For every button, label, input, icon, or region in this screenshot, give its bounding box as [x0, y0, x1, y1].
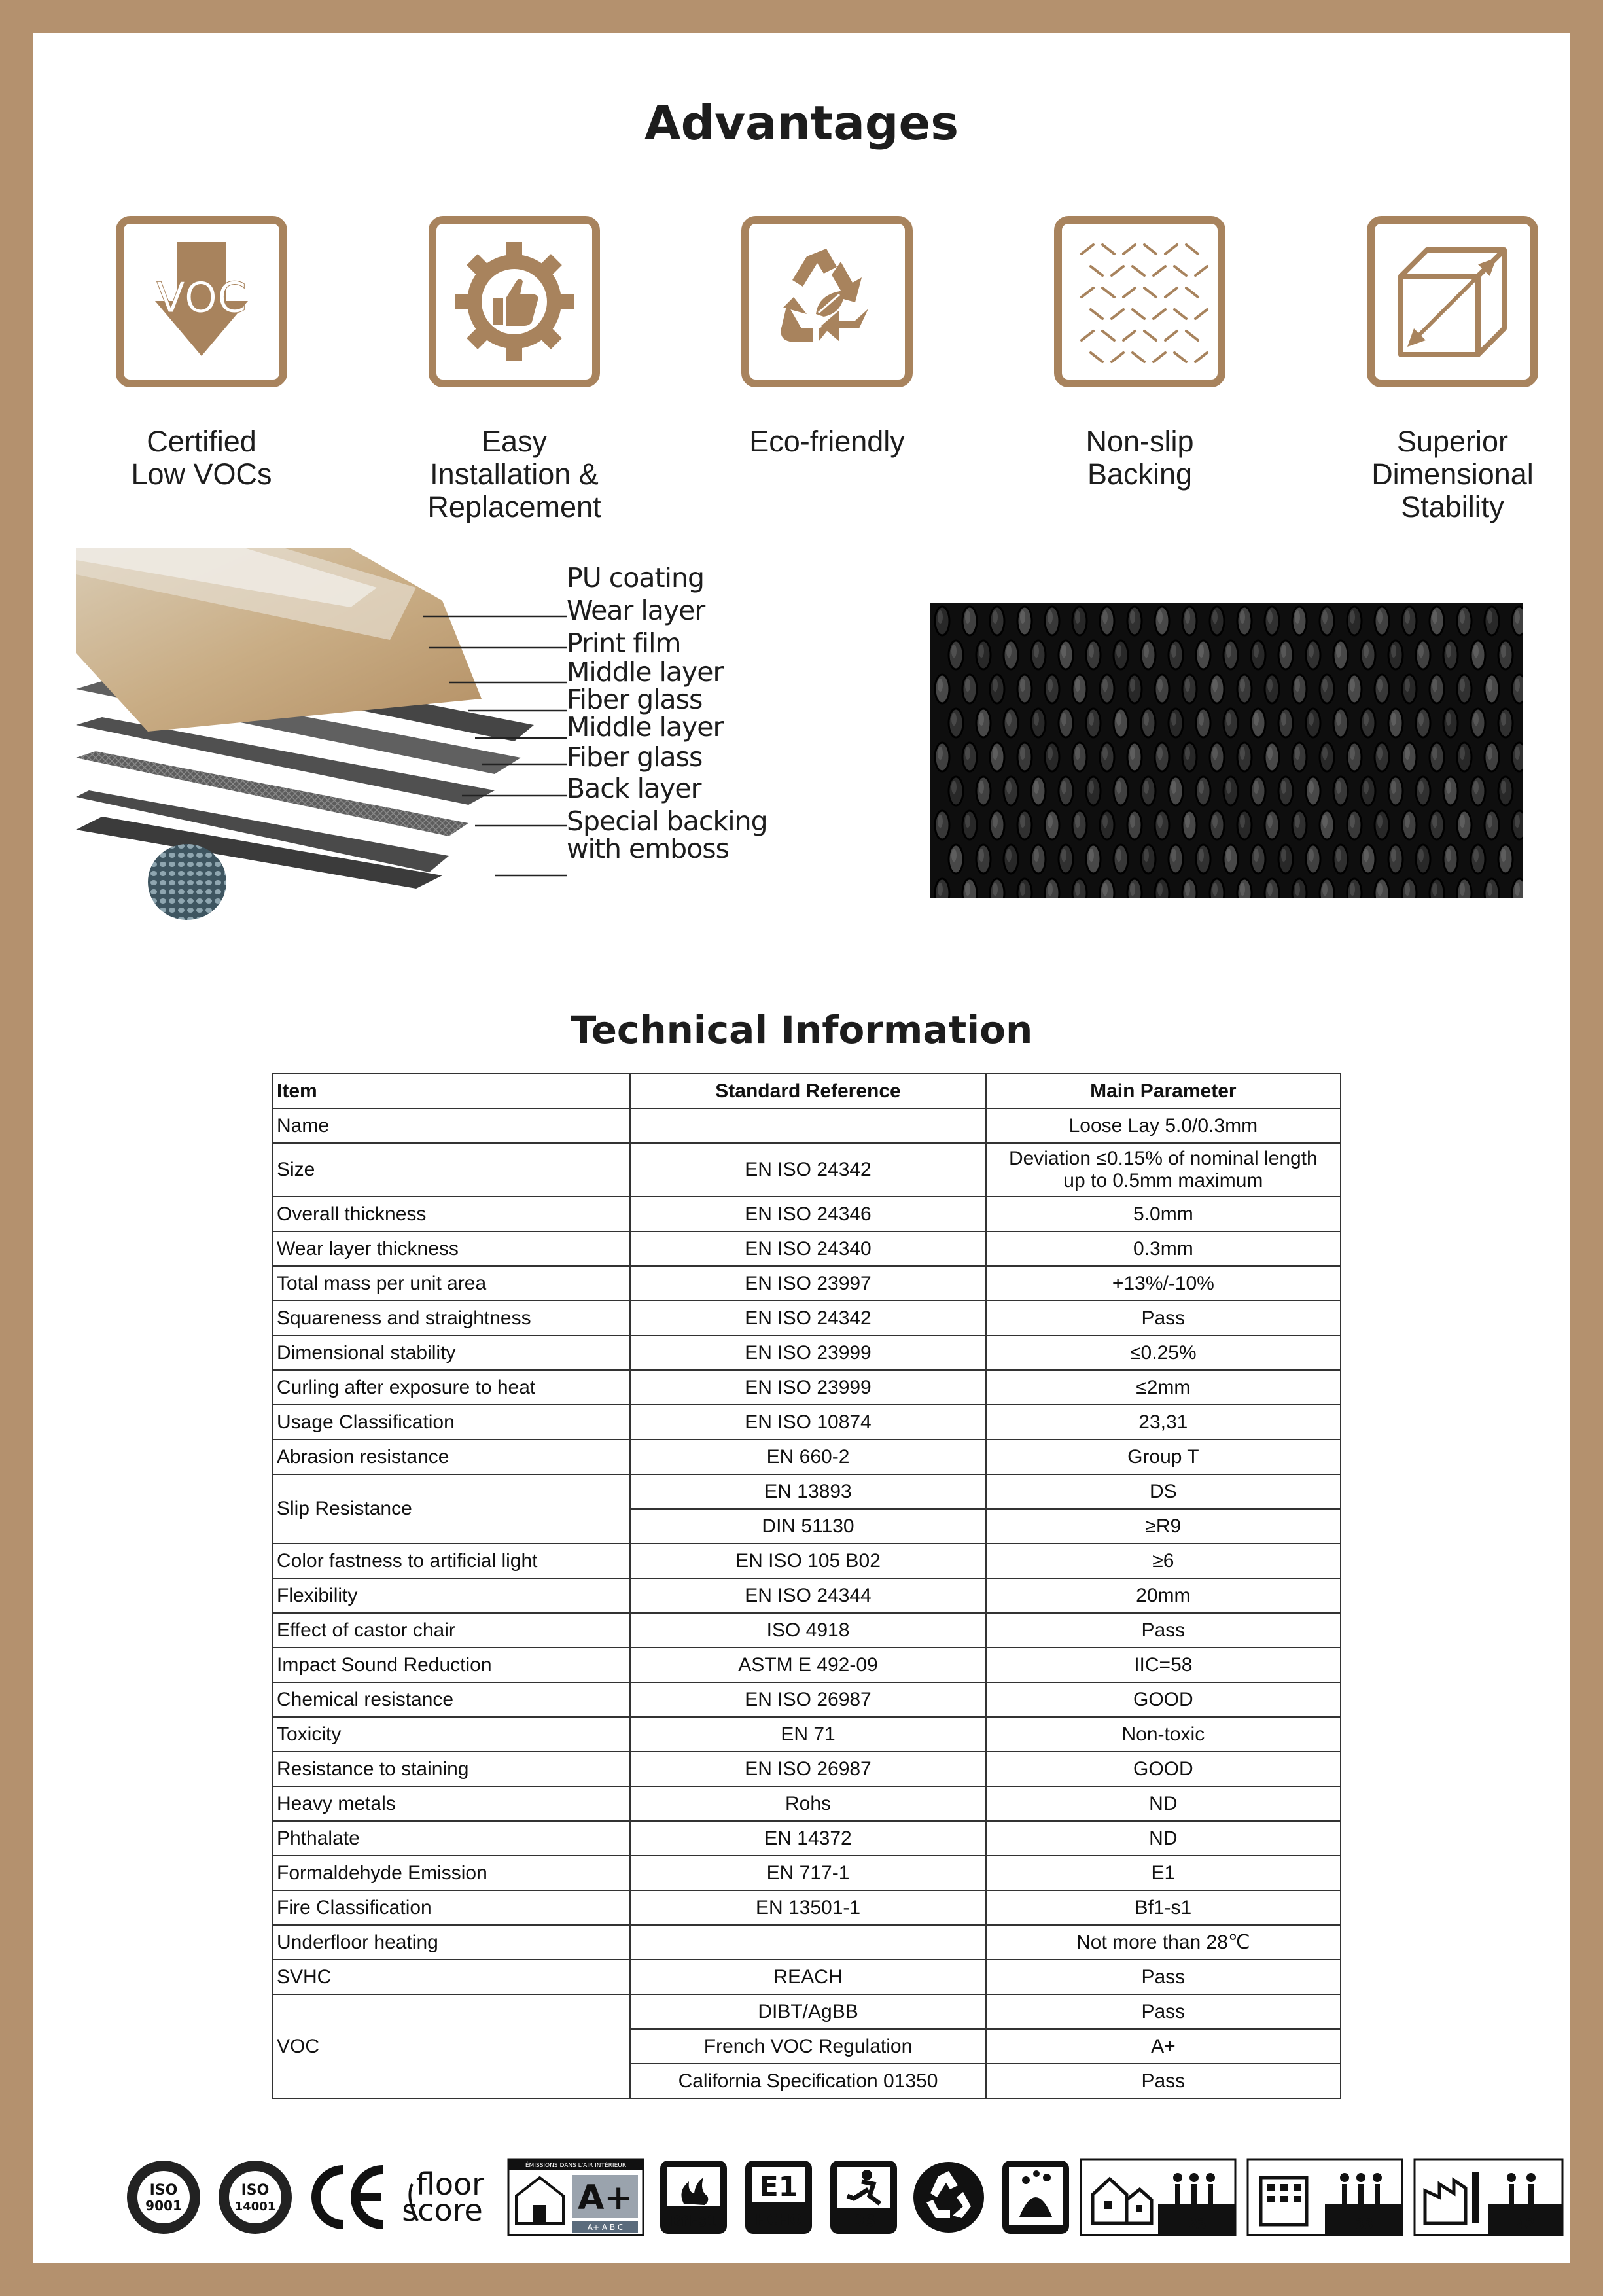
technical-table	[272, 1073, 1341, 2099]
parameter-cell: Pass	[986, 2064, 1341, 2098]
standard-cell: EN ISO 23997	[630, 1266, 985, 1301]
standard-cell: Rohs	[630, 1786, 985, 1821]
item-cell: Usage Classification	[272, 1405, 630, 1439]
svg-text:42: 42	[1517, 2216, 1535, 2232]
column-header-standard: Standard Reference	[630, 1074, 985, 1108]
table-row	[272, 1682, 1341, 1717]
standard-cell: French VOC Regulation	[630, 2029, 985, 2064]
svg-text:9001: 9001	[145, 2198, 182, 2214]
standard-cell: EN 14372	[630, 1821, 985, 1856]
usage-class-33-icon	[1246, 2158, 1403, 2236]
standard-cell: ISO 4918	[630, 1613, 985, 1648]
parameter-cell: IIC=58	[986, 1648, 1341, 1682]
table-row	[272, 1578, 1341, 1613]
table-row	[272, 1197, 1341, 1231]
table-row	[272, 1231, 1341, 1266]
item-cell: Underfloor heating	[272, 1925, 630, 1960]
item-cell: Impact Sound Reduction	[272, 1648, 630, 1682]
advantage-dimensional-stability	[1299, 182, 1603, 523]
svg-text:14001: 14001	[234, 2200, 276, 2214]
advantage-eco-friendly	[673, 182, 981, 458]
parameter-cell: Group T	[986, 1439, 1341, 1474]
parameter-cell: Pass	[986, 1960, 1341, 1994]
advantage-low-voc	[48, 182, 355, 491]
svg-text:DS: DS	[851, 2212, 876, 2230]
standard-cell: ASTM E 492-09	[630, 1648, 985, 1682]
usage-class-23-icon	[1080, 2158, 1237, 2236]
voc-arrow-icon	[116, 216, 287, 387]
column-header-parameter: Main Parameter	[986, 1074, 1341, 1108]
standard-cell: EN 660-2	[630, 1439, 985, 1474]
item-cell: Color fastness to artificial light	[272, 1544, 630, 1578]
french-voc-label-icon	[507, 2158, 644, 2236]
spec-sheet	[33, 33, 1570, 2263]
standard-cell: EN ISO 23999	[630, 1370, 985, 1405]
svg-text:E1: E1	[760, 2170, 798, 2202]
standard-cell: EN 13501-1	[630, 1890, 985, 1925]
table-row	[272, 1439, 1341, 1474]
standard-cell: EN ISO 24342	[630, 1143, 985, 1197]
parameter-cell: DS	[986, 1474, 1341, 1509]
table-row	[272, 1925, 1341, 1960]
emboss-backing-image	[930, 603, 1523, 898]
svg-text:score: score	[402, 2193, 483, 2228]
table-row	[272, 1717, 1341, 1752]
svg-text:23: 23	[1188, 2216, 1207, 2232]
advantage-label: Certified Low VOCs	[131, 425, 272, 491]
parameter-cell: Deviation ≤0.15% of nominal length up to 0.5mm maximum	[986, 1143, 1341, 1197]
layer-label: PU coating	[567, 562, 704, 593]
standard-cell: EN 717-1	[630, 1856, 985, 1890]
parameter-cell: ≥R9	[986, 1509, 1341, 1544]
table-row	[272, 1786, 1341, 1821]
table-row	[272, 1960, 1341, 1994]
standard-cell: EN ISO 24340	[630, 1231, 985, 1266]
svg-text:Bfl-s1: Bfl-s1	[670, 2214, 717, 2230]
svg-text:ÉMISSIONS DANS L'AIR INTÉRIEUR: ÉMISSIONS DANS L'AIR INTÉRIEUR	[525, 2163, 627, 2169]
item-cell: SVHC	[272, 1960, 630, 1994]
recycle-icon	[909, 2158, 988, 2236]
layer-label: Special backing	[567, 805, 767, 837]
advantage-label: Easy Installation & Replacement	[427, 425, 601, 523]
svg-text:33: 33	[1355, 2216, 1373, 2232]
item-cell: Heavy metals	[272, 1786, 630, 1821]
non-slip-pattern-icon	[1054, 216, 1225, 387]
parameter-cell: E1	[986, 1856, 1341, 1890]
svg-text:ISO: ISO	[149, 2182, 178, 2199]
table-row	[272, 1752, 1341, 1786]
svg-text:A+: A+	[578, 2178, 633, 2217]
item-cell: Curling after exposure to heat	[272, 1370, 630, 1405]
iso-9001-icon	[124, 2158, 203, 2236]
table-row	[272, 1266, 1341, 1301]
table-header-row	[272, 1074, 1341, 1108]
layer-label: with emboss	[567, 833, 730, 864]
table-row	[272, 1335, 1341, 1370]
standard-cell: EN ISO 24342	[630, 1301, 985, 1335]
floorscore-icon	[399, 2158, 497, 2236]
item-cell: Total mass per unit area	[272, 1266, 630, 1301]
standard-cell: EN ISO 23999	[630, 1335, 985, 1370]
table-row	[272, 1108, 1341, 1143]
advantage-label: Non-slip Backing	[1085, 425, 1194, 491]
svg-text:A+ A B C: A+ A B C	[587, 2223, 624, 2232]
parameter-cell: GOOD	[986, 1682, 1341, 1717]
item-cell: Name	[272, 1108, 630, 1143]
waterproof-icon	[1000, 2158, 1072, 2236]
table-row	[272, 1648, 1341, 1682]
standard-cell: DIBT/AgBB	[630, 1994, 985, 2029]
item-cell: Formaldehyde Emission	[272, 1856, 630, 1890]
recycle-leaf-icon	[741, 216, 913, 387]
parameter-cell: ND	[986, 1786, 1341, 1821]
technical-information-title: Technical Information	[570, 1008, 1033, 1052]
parameter-cell: +13%/-10%	[986, 1266, 1341, 1301]
standard-cell: EN ISO 24346	[630, 1197, 985, 1231]
standard-cell	[630, 1925, 985, 1960]
svg-text:HCHO: HCHO	[755, 2212, 802, 2229]
item-cell: Slip Resistance	[272, 1474, 630, 1544]
item-cell: VOC	[272, 1994, 630, 2098]
table-row	[272, 1405, 1341, 1439]
item-cell: Dimensional stability	[272, 1335, 630, 1370]
table-row	[272, 1821, 1341, 1856]
parameter-cell: ≤2mm	[986, 1370, 1341, 1405]
standard-cell: DIN 51130	[630, 1509, 985, 1544]
column-header-item: Item	[272, 1074, 630, 1108]
layer-label: Wear layer	[567, 595, 705, 626]
svg-text:floor: floor	[415, 2166, 485, 2202]
layer-label: Fiber glass	[567, 684, 703, 715]
standard-cell: EN ISO 26987	[630, 1752, 985, 1786]
standard-cell: EN ISO 24344	[630, 1578, 985, 1613]
parameter-cell: GOOD	[986, 1752, 1341, 1786]
table-row	[272, 1613, 1341, 1648]
standard-cell: EN ISO 10874	[630, 1405, 985, 1439]
parameter-cell: Pass	[986, 1301, 1341, 1335]
layer-label: Middle layer	[567, 711, 724, 743]
item-cell: Chemical resistance	[272, 1682, 630, 1717]
item-cell: Wear layer thickness	[272, 1231, 630, 1266]
item-cell: Resistance to staining	[272, 1752, 630, 1786]
parameter-cell: Pass	[986, 1994, 1341, 2029]
usage-class-42-icon	[1413, 2158, 1564, 2236]
parameter-cell: 23,31	[986, 1405, 1341, 1439]
ce-mark-icon	[304, 2158, 389, 2236]
advantage-non-slip	[986, 182, 1294, 491]
parameter-cell: Pass	[986, 1613, 1341, 1648]
standard-cell: EN 71	[630, 1717, 985, 1752]
table-row	[272, 1856, 1341, 1890]
standard-cell	[630, 1108, 985, 1143]
item-cell: Fire Classification	[272, 1890, 630, 1925]
advantage-label: Eco-friendly	[749, 425, 905, 458]
standard-cell: EN 13893	[630, 1474, 985, 1509]
layer-label: Back layer	[567, 773, 701, 804]
standard-cell: REACH	[630, 1960, 985, 1994]
parameter-cell: 0.3mm	[986, 1231, 1341, 1266]
table-row	[272, 1370, 1341, 1405]
parameter-cell: Non-toxic	[986, 1717, 1341, 1752]
slip-resistance-icon	[828, 2158, 900, 2236]
table-row	[272, 1890, 1341, 1925]
standard-cell: EN ISO 26987	[630, 1682, 985, 1717]
table-row	[272, 1301, 1341, 1335]
parameter-cell: ≤0.25%	[986, 1335, 1341, 1370]
iso-14001-icon	[216, 2158, 294, 2236]
layer-label: Print film	[567, 627, 681, 659]
parameter-cell: ND	[986, 1821, 1341, 1856]
parameter-cell: Bf1-s1	[986, 1890, 1341, 1925]
parameter-cell: ≥6	[986, 1544, 1341, 1578]
table-row	[272, 1994, 1341, 2029]
parameter-cell: A+	[986, 2029, 1341, 2064]
table-row	[272, 1544, 1341, 1578]
advantage-label: Superior Dimensional Stability	[1371, 425, 1534, 523]
item-cell: Squareness and straightness	[272, 1301, 630, 1335]
parameter-cell: 20mm	[986, 1578, 1341, 1613]
item-cell: Abrasion resistance	[272, 1439, 630, 1474]
item-cell: Overall thickness	[272, 1197, 630, 1231]
parameter-cell: 5.0mm	[986, 1197, 1341, 1231]
item-cell: Toxicity	[272, 1717, 630, 1752]
gear-thumbs-up-icon	[429, 216, 600, 387]
svg-text:VOC: VOC	[156, 274, 247, 323]
fire-class-icon	[658, 2158, 730, 2236]
e1-emission-icon	[743, 2158, 815, 2236]
layer-label: Fiber glass	[567, 741, 703, 773]
item-cell: Effect of castor chair	[272, 1613, 630, 1648]
layer-label: Middle layer	[567, 656, 724, 688]
table-row	[272, 1143, 1341, 1197]
standard-cell: California Specification 01350	[630, 2064, 985, 2098]
item-cell: Size	[272, 1143, 630, 1197]
svg-text:ISO: ISO	[241, 2182, 270, 2199]
standard-cell: EN ISO 105 B02	[630, 1544, 985, 1578]
item-cell: Phthalate	[272, 1821, 630, 1856]
advantages-title: Advantages	[644, 96, 959, 150]
table-row	[272, 1474, 1341, 1509]
advantage-easy-installation	[361, 182, 668, 523]
item-cell: Flexibility	[272, 1578, 630, 1613]
certification-logos	[79, 2158, 1564, 2236]
parameter-cell: Not more than 28℃	[986, 1925, 1341, 1960]
cube-dimension-icon	[1367, 216, 1538, 387]
parameter-cell: Loose Lay 5.0/0.3mm	[986, 1108, 1341, 1143]
